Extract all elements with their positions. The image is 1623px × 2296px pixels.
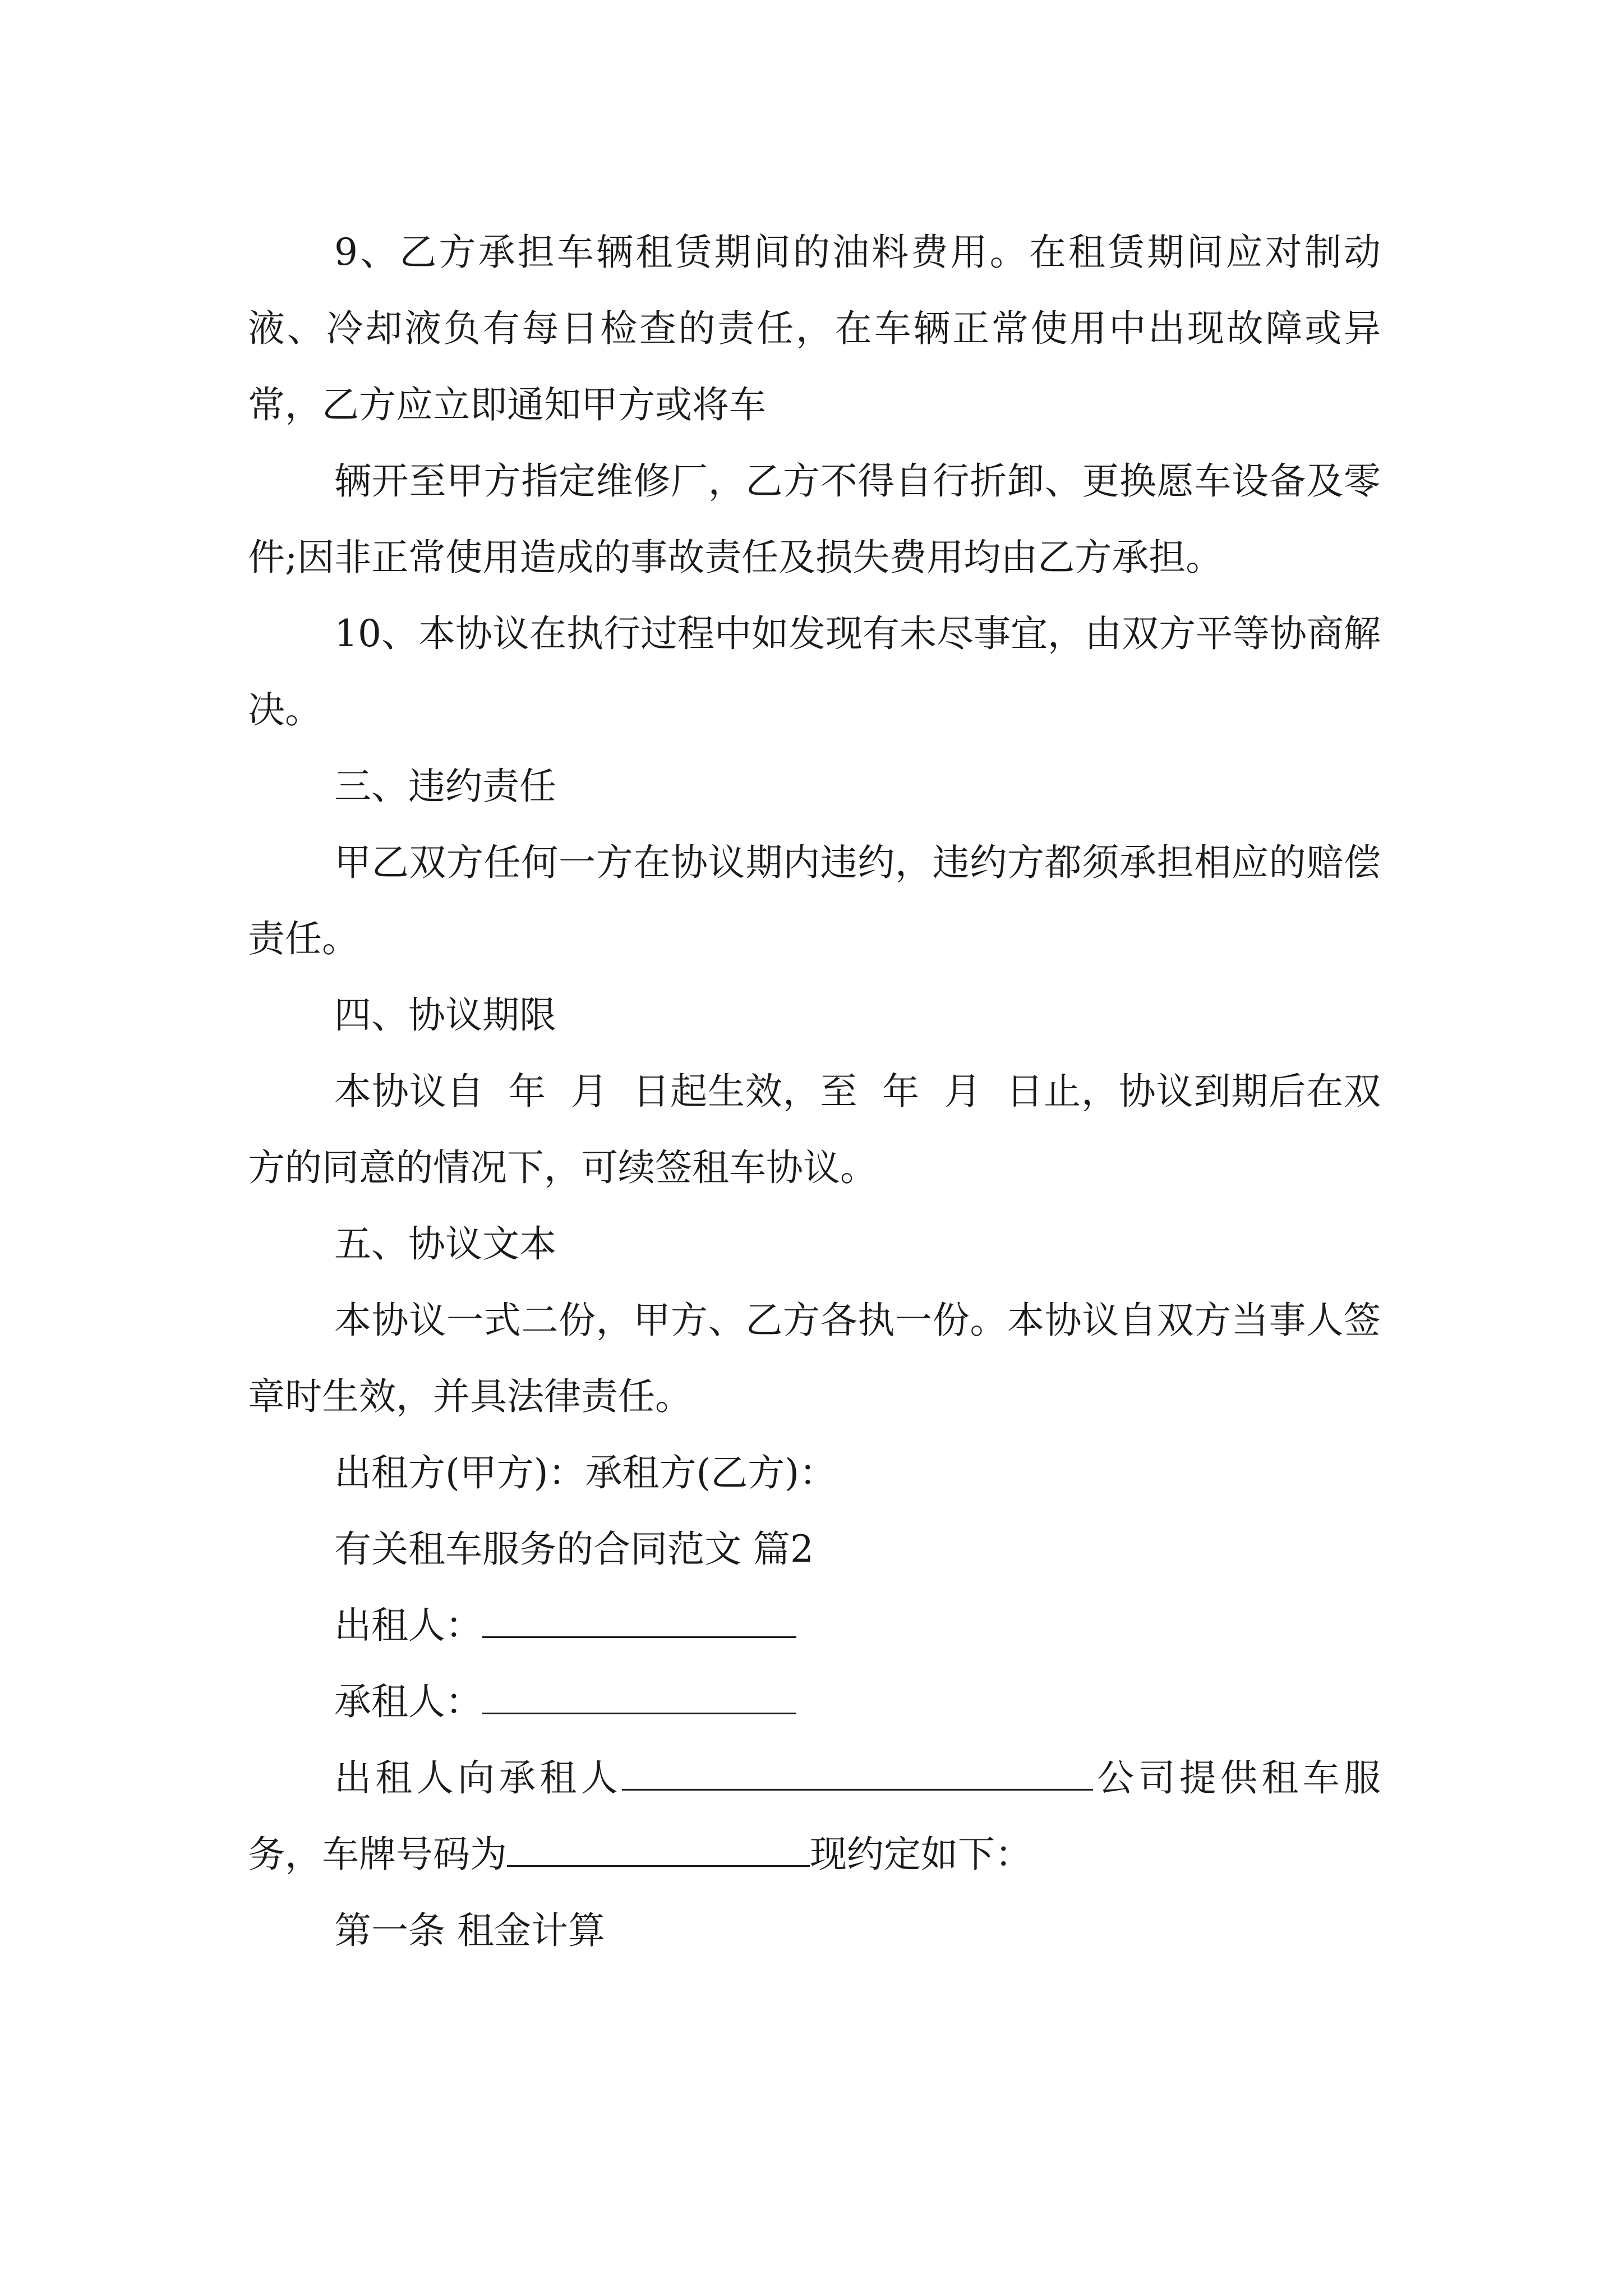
clause-9-continued: 辆开至甲方指定维修厂，乙方不得自行折卸、更换愿车设备及零件;因非正常使用造成的事故责任及损失费用均由乙方承担。 (248, 459, 1381, 579)
text-clause: 本协议一式二份，甲方、乙方各执一份。本协议自双方当事人签章时生效，并具法律责任。 (248, 1299, 1381, 1418)
plate-number-blank (507, 1833, 810, 1867)
lessee-line (248, 1664, 1381, 1740)
service-part2: 公司提供租车服务，车牌号码为 (248, 1756, 1381, 1876)
lessor-label: 出租人： (334, 1604, 482, 1647)
section-heading-breach: 三、违约责任 (334, 765, 556, 808)
company-blank (622, 1756, 1093, 1791)
section-heading-term: 四、协议期限 (334, 993, 556, 1037)
clause-10: 10、本协议在执行过程中如发现有未尽事宜，由双方平等协商解决。 (248, 612, 1381, 731)
breach-clause: 甲乙双方任何一方在协议期内违约，违约方都须承担相应的赔偿责任。 (248, 841, 1381, 960)
lessor-blank (482, 1604, 796, 1638)
section-heading-text: 五、协议文本 (334, 1222, 556, 1266)
contract-title-2: 有关租车服务的合同范文 篇2 (334, 1527, 814, 1571)
document-body (248, 214, 1381, 1969)
clause-9: 9、乙方承担车辆租赁期间的油料费用。在租赁期间应对制动液、冷却液负有每日检查的责任，在车辆正常使用中出现故障或异常，乙方应立即通知甲方或将车 (248, 231, 1381, 426)
article-1-heading: 第一条 租金计算 (334, 1909, 605, 1952)
lessee-label: 承租人： (334, 1680, 482, 1723)
service-part3: 现约定如下： (810, 1833, 1032, 1876)
service-clause (248, 1740, 1381, 1893)
service-part1: 出租人向承租人 (334, 1756, 622, 1800)
lessor-line (248, 1588, 1381, 1664)
signature-line: 出租方(甲方)：承租方(乙方)： (334, 1451, 836, 1494)
term-clause: 本协议自 年 月 日起生效，至 年 月 日止，协议到期后在双方的同意的情况下，可续签租车协议。 (248, 1070, 1381, 1189)
lessee-blank (482, 1680, 796, 1714)
